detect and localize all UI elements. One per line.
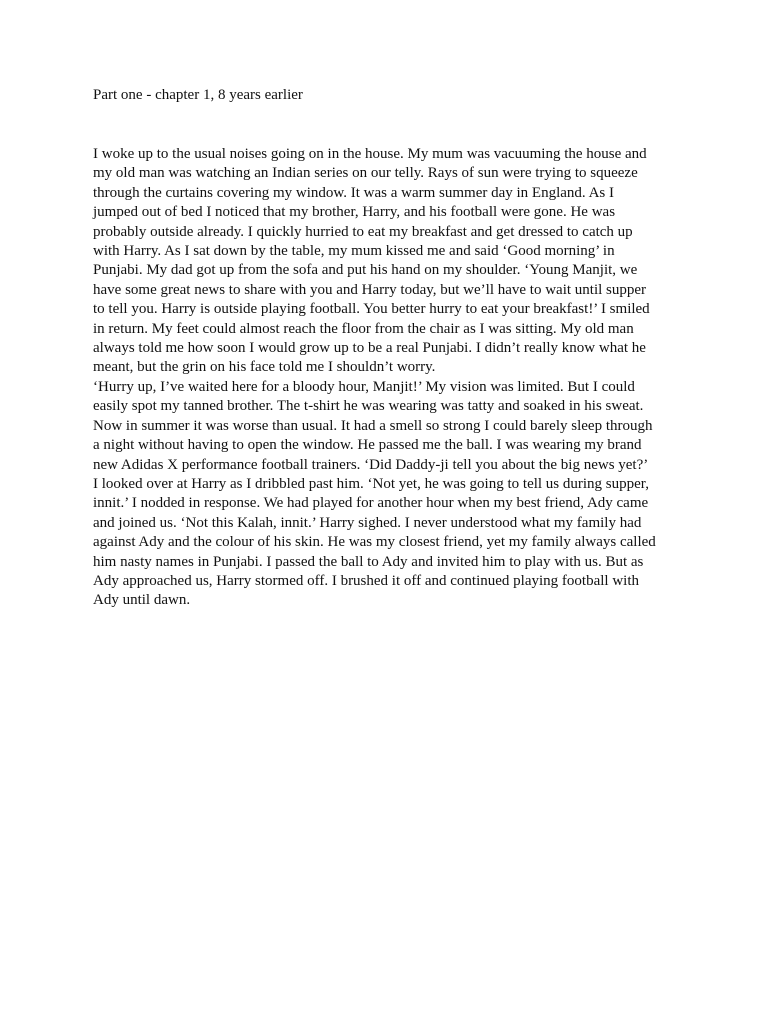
text-line: innit.’ I nodded in response. We had played for another hour when my best friend, Ady came — [93, 495, 649, 512]
text-line: always told me how soon I would grow up to be a real Punjabi. I didn’t really know what he — [93, 340, 646, 357]
chapter-body — [93, 145, 685, 611]
text-line: and joined us. ‘Not this Kalah, innit.’ Harry sighed. I never understood what my family had — [93, 514, 642, 531]
text-line: through the curtains covering my window. It was a warm summer day in England. As I — [93, 184, 615, 201]
text-line: probably outside already. I quickly hurried to eat my breakfast and get dressed to catch up — [93, 223, 633, 240]
paragraph-1 — [93, 145, 685, 378]
text-line: I woke up to the usual noises going on in the house. My mum was vacuuming the house and — [93, 146, 647, 162]
text-line: to tell you. Harry is outside playing football. You better hurry to eat your breakfast!’ I smiled — [93, 301, 650, 318]
chapter-heading: Part one - chapter 1, 8 years earlier — [93, 87, 303, 103]
text-line: jumped out of bed I noticed that my brother, Harry, and his football were gone. He was — [93, 204, 616, 221]
text-line: have some great news to share with you and Harry today, but we’ll have to wait until supper — [93, 281, 647, 298]
text-line: I looked over at Harry as I dribbled past him. ‘Not yet, he was going to tell us during supper, — [93, 475, 649, 492]
text-line: Punjabi. My dad got up from the sofa and put his hand on my shoulder. ‘Young Manjit, we — [93, 262, 638, 279]
text-line: against Ady and the colour of his skin. He was my closest friend, yet my family always called — [93, 534, 656, 551]
text-line: with Harry. As I sat down by the table, my mum kissed me and said ‘Good morning’ in — [93, 243, 615, 260]
text-line: in return. My feet could almost reach the floor from the chair as I was sitting. My old man — [93, 320, 634, 337]
text-line: Now in summer it was worse than usual. It had a smell so strong I could barely sleep through — [93, 417, 653, 434]
paragraph-2 — [93, 378, 685, 611]
text-line: Ady until dawn. — [93, 592, 191, 609]
text-line: new Adidas X performance football trainers. ‘Did Daddy-ji tell you about the big news yet?’ — [93, 456, 649, 473]
text-line: meant, but the grin on his face told me I shouldn’t worry. — [93, 359, 436, 376]
text-line: him nasty names in Punjabi. I passed the ball to Ady and invited him to play with us. But as — [93, 553, 644, 570]
text-line: my old man was watching an Indian series on our telly. Rays of sun were trying to squeeze — [93, 165, 638, 182]
text-line: ‘Hurry up, I’ve waited here for a bloody hour, Manjit!’ My vision was limited. But I could — [93, 378, 635, 395]
text-line: a night without having to open the window. He passed me the ball. I was wearing my brand — [93, 437, 642, 454]
text-line: Ady approached us, Harry stormed off. I brushed it off and continued playing football with — [93, 572, 639, 589]
text-line: easily spot my tanned brother. The t-shirt he was wearing was tatty and soaked in his sweat. — [93, 398, 644, 415]
